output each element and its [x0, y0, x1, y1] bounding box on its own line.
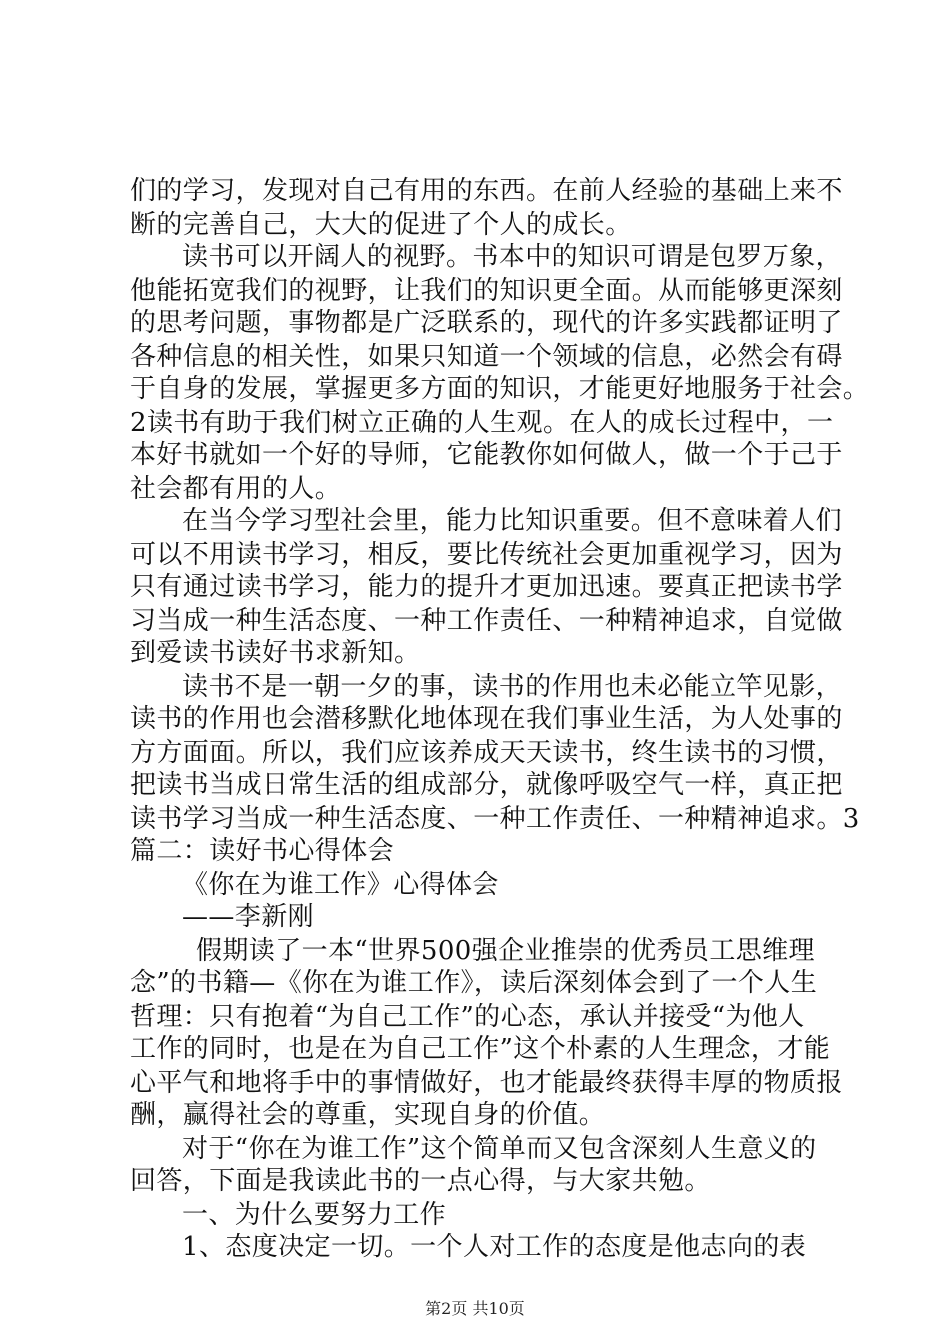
text-line: 社会都有用的人。 — [130, 474, 342, 504]
text-line: 他能拓宽我们的视野，让我们的知识更全面。从而能够更深刻 — [130, 276, 843, 306]
text-line: 酬，赢得社会的尊重，实现自身的价值。 — [130, 1100, 606, 1130]
text-line: 2读书有助于我们树立正确的人生观。在人的成长过程中，一 — [130, 408, 834, 438]
text-line: 念”的书籍—《你在为谁工作》，读后深刻体会到了一个人生 — [130, 968, 818, 998]
text-line: 读书的作用也会潜移默化地体现在我们事业生活，为人处事的 — [130, 704, 843, 734]
text-line: 的思考问题，事物都是广泛联系的，现代的许多实践都证明了 — [130, 308, 843, 338]
text-line: 只有通过读书学习，能力的提升才更加迅速。要真正把读书学 — [130, 572, 843, 602]
text-line: 读书可以开阔人的视野。书本中的知识可谓是包罗万象， — [182, 242, 843, 272]
text-line: 对于“你在为谁工作”这个简单而又包含深刻人生意义的 — [182, 1134, 817, 1164]
text-line: 在当今学习型社会里，能力比知识重要。但不意味着人们 — [182, 506, 843, 536]
text-line: 于自身的发展，掌握更多方面的知识，才能更好地服务于社会。 — [130, 374, 870, 404]
text-line: 可以不用读书学习，相反，要比传统社会更加重视学习，因为 — [130, 540, 843, 570]
section-heading: 篇二：读好书心得体会 — [130, 836, 395, 866]
text-line: 方方面面。所以，我们应该养成天天读书，终生读书的习惯， — [130, 738, 843, 768]
text-line: 各种信息的相关性，如果只知道一个领域的信息，必然会有碍 — [130, 342, 843, 372]
text-line: 把读书当成日常生活的组成部分，就像呼吸空气一样，真正把 — [130, 770, 843, 800]
text-line: 心平气和地将手中的事情做好，也才能最终获得丰厚的物质报 — [130, 1068, 843, 1098]
text-line: 本好书就如一个好的导师，它能教你如何做人，做一个于己于 — [130, 440, 843, 470]
text-line: 读书不是一朝一夕的事，读书的作用也未必能立竿见影， — [182, 672, 843, 702]
text-line: 假期读了一本“世界500强企业推崇的优秀员工思维理 — [196, 936, 815, 966]
book-title: 《你在为谁工作》心得体会 — [182, 870, 499, 900]
subsection-heading: 一、为什么要努力工作 — [182, 1200, 447, 1230]
text-line: 哲理：只有抱着“为自己工作”的心态，承认并接受“为他人 — [130, 1002, 805, 1032]
text-line: 读书学习当成一种生活态度、一种工作责任、一种精神追求。3 — [130, 804, 860, 834]
text-line: 1、态度决定一切。一个人对工作的态度是他志向的表 — [182, 1232, 807, 1262]
author-line: ——李新刚 — [182, 902, 315, 932]
text-line: 断的完善自己，大大的促进了个人的成长。 — [130, 210, 632, 240]
text-line: 到爱读书读好书求新知。 — [130, 638, 421, 668]
page-number-footer: 第2页 共10页 — [425, 1299, 525, 1318]
text-line: 们的学习，发现对自己有用的东西。在前人经验的基础上来不 — [130, 176, 843, 206]
text-line: 习当成一种生活态度、一种工作责任、一种精神追求，自觉做 — [130, 606, 843, 636]
text-line: 回答，下面是我读此书的一点心得，与大家共勉。 — [130, 1166, 711, 1196]
text-line: 工作的同时，也是在为自己工作”这个朴素的人生理念，才能 — [130, 1034, 831, 1064]
